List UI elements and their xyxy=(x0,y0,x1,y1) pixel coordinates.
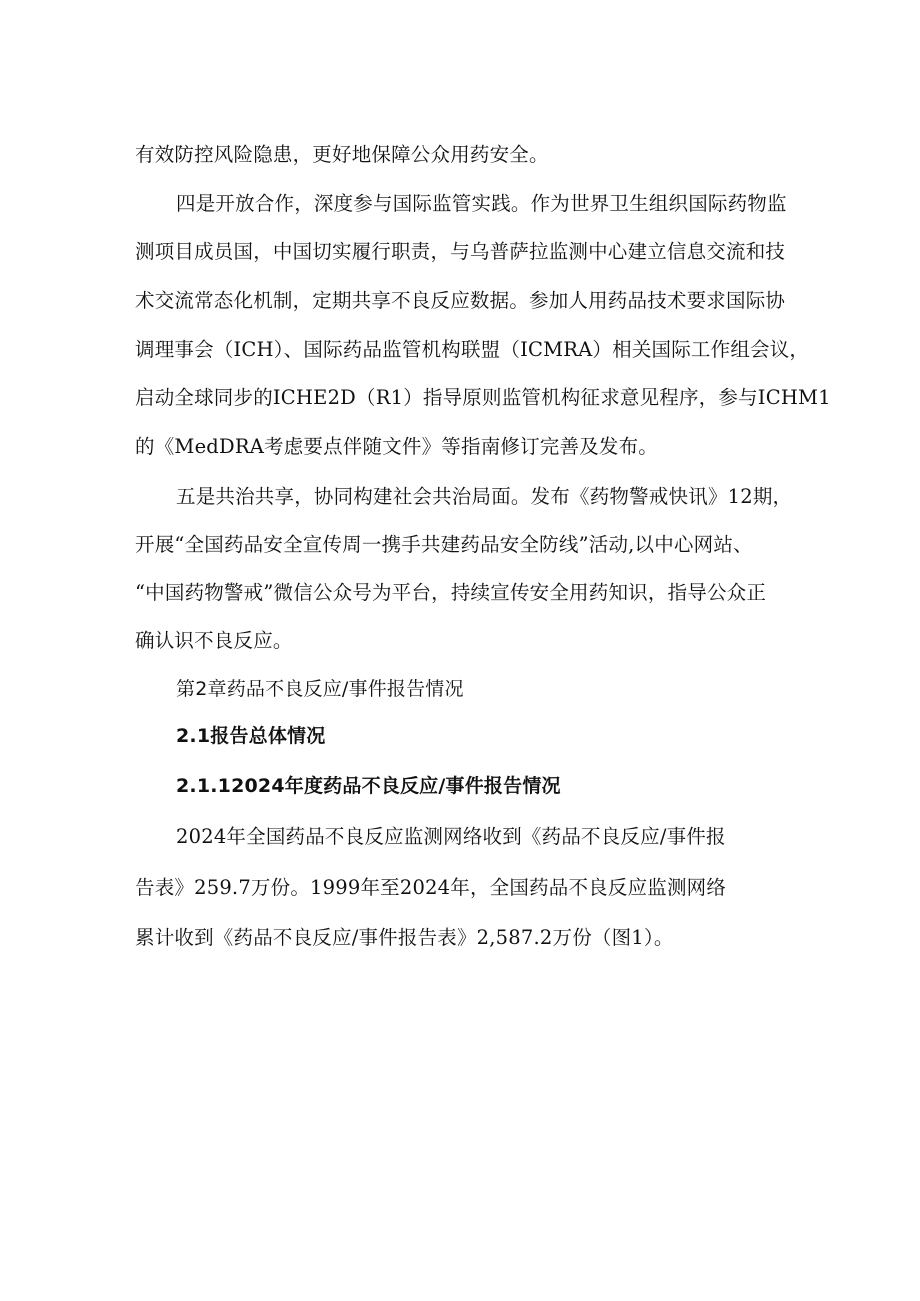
chapter-heading: 第2章药品不良反应/事件报告情况 xyxy=(176,678,464,700)
paragraph-line: 告表》259.7万份。1999年至2024年，全国药品不良反应监测网络 xyxy=(135,876,727,899)
subsection-heading: 2.1.12024年度药品不良反应/事件报告情况 xyxy=(176,775,561,797)
paragraph-line: 有效防控风险隐患，更好地保障公众用药安全。 xyxy=(135,143,549,166)
paragraph-line: 术交流常态化机制，定期共享不良反应数据。参加人用药品技术要求国际协 xyxy=(135,289,786,312)
paragraph-line: 累计收到《药品不良反应/事件报告表》2,587.2万份（图1）。 xyxy=(135,926,674,949)
paragraph-line: “中国药物警戒”微信公众号为平台，持续宣传安全用药知识，指导公众正 xyxy=(135,581,767,604)
paragraph-line: 测项目成员国，中国切实履行职责，与乌普萨拉监测中心建立信息交流和技 xyxy=(135,240,786,263)
paragraph-line: 的《MedDRA考虑要点伴随文件》等指南修订完善及发布。 xyxy=(135,435,658,458)
paragraph-line: 调理事会（ICH）、国际药品监管机构联盟（ICMRA）相关国际工作组会议， xyxy=(135,338,810,361)
paragraph-line: 五是共治共享，协同构建社会共治局面。发布《药物警戒快讯》12期， xyxy=(176,485,793,508)
paragraph-line: 四是开放合作，深度参与国际监管实践。作为世界卫生组织国际药物监 xyxy=(176,192,787,215)
paragraph-line: 确认识不良反应。 xyxy=(135,629,293,652)
paragraph-line: 开展“全国药品安全宣传周一携手共建药品安全防线”活动,以中心网站、 xyxy=(135,533,753,556)
section-heading: 2.1报告总体情况 xyxy=(176,725,326,747)
paragraph-line: 2024年全国药品不良反应监测网络收到《药品不良反应/事件报 xyxy=(176,825,726,848)
paragraph-line: 启动全球同步的ICHE2D（R1）指导原则监管机构征求意见程序，参与ICHM1 xyxy=(135,386,831,409)
